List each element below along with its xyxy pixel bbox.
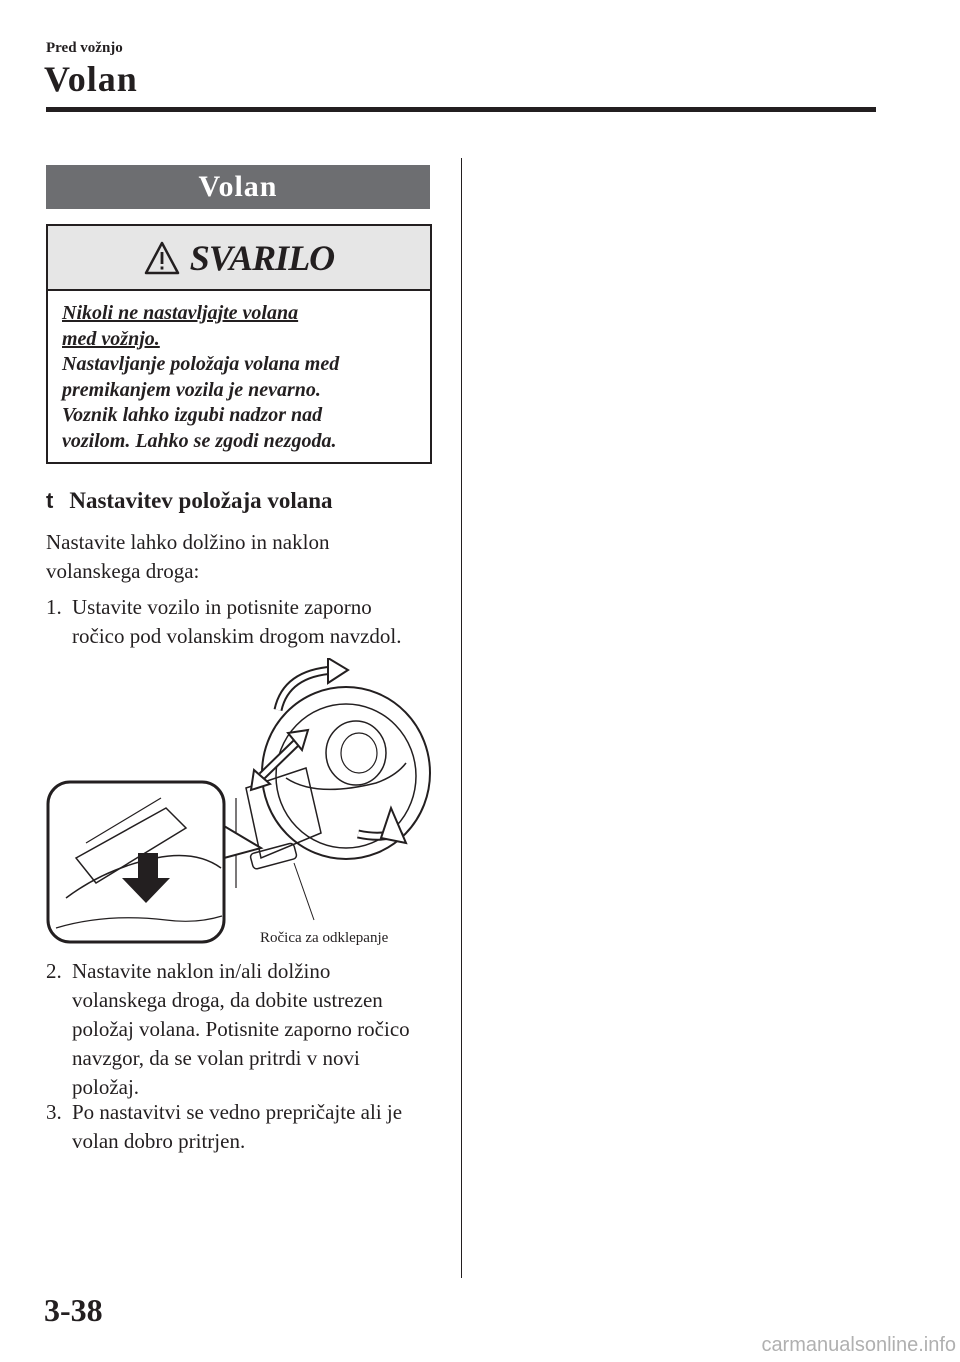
steering-adjustment-illustration — [46, 658, 436, 948]
warning-triangle-icon — [144, 241, 180, 275]
step-line: volan dobro pritrjen. — [72, 1129, 246, 1153]
warning-line: premikanjem vozila je nevarno. — [62, 378, 321, 401]
intro-line: volanskega droga: — [46, 559, 200, 583]
step-1 — [46, 593, 446, 651]
bullet-marker: t — [46, 488, 54, 513]
section-banner: Volan — [46, 165, 430, 209]
warning-line: vozilom. Lahko se zgodi nezgoda. — [62, 429, 337, 452]
step-3 — [46, 1098, 446, 1156]
warning-line: Nikoli ne nastavljajte volana — [62, 302, 299, 324]
intro-line: Nastavite lahko dolžino in naklon — [46, 530, 330, 554]
step-line: Ustavite vozilo in potisnite zaporno — [72, 595, 372, 619]
page-number: 3-38 — [44, 1292, 103, 1328]
step-line: položaj. — [72, 1075, 140, 1099]
title-rule — [46, 107, 876, 112]
step-line: volanskega droga, da dobite ustrezen — [72, 988, 383, 1012]
intro-paragraph — [46, 528, 446, 586]
step-number: 2. — [46, 959, 62, 983]
warning-line: Voznik lahko izgubi nadzor nad — [62, 404, 323, 426]
step-2 — [46, 957, 446, 1102]
warning-header — [48, 226, 430, 291]
step-number: 1. — [46, 595, 62, 619]
column-divider — [461, 158, 462, 1278]
step-line: položaj volana. Potisnite zaporno ročico — [72, 1017, 410, 1041]
warning-title: SVARILO — [189, 237, 335, 278]
warning-text — [48, 291, 430, 454]
step-number: 3. — [46, 1100, 62, 1124]
step-text — [72, 1098, 446, 1156]
watermark: carmanualsonline.info — [761, 1334, 956, 1356]
step-line: Nastavite naklon in/ali dolžino — [72, 959, 331, 983]
step-text — [72, 957, 446, 1102]
step-line: ročico pod volanskim drogom navzdol. — [72, 624, 402, 648]
step-line: navzgor, da se volan pritrdi v novi — [72, 1046, 360, 1070]
page-title: Volan — [44, 59, 138, 99]
warning-line: med vožnjo. — [62, 327, 160, 350]
subsection-title: Nastavitev položaja volana — [69, 488, 333, 513]
figure-caption: Ročica za odklepanje — [260, 930, 389, 946]
step-line: Po nastavitvi se vedno prepričajte ali je — [72, 1100, 403, 1124]
warning-box — [46, 224, 432, 464]
breadcrumb: Pred vožnjo — [46, 40, 123, 56]
subsection-heading — [46, 488, 333, 514]
warning-line: Nastavljanje položaja volana med — [62, 353, 340, 375]
step-text — [72, 593, 446, 651]
